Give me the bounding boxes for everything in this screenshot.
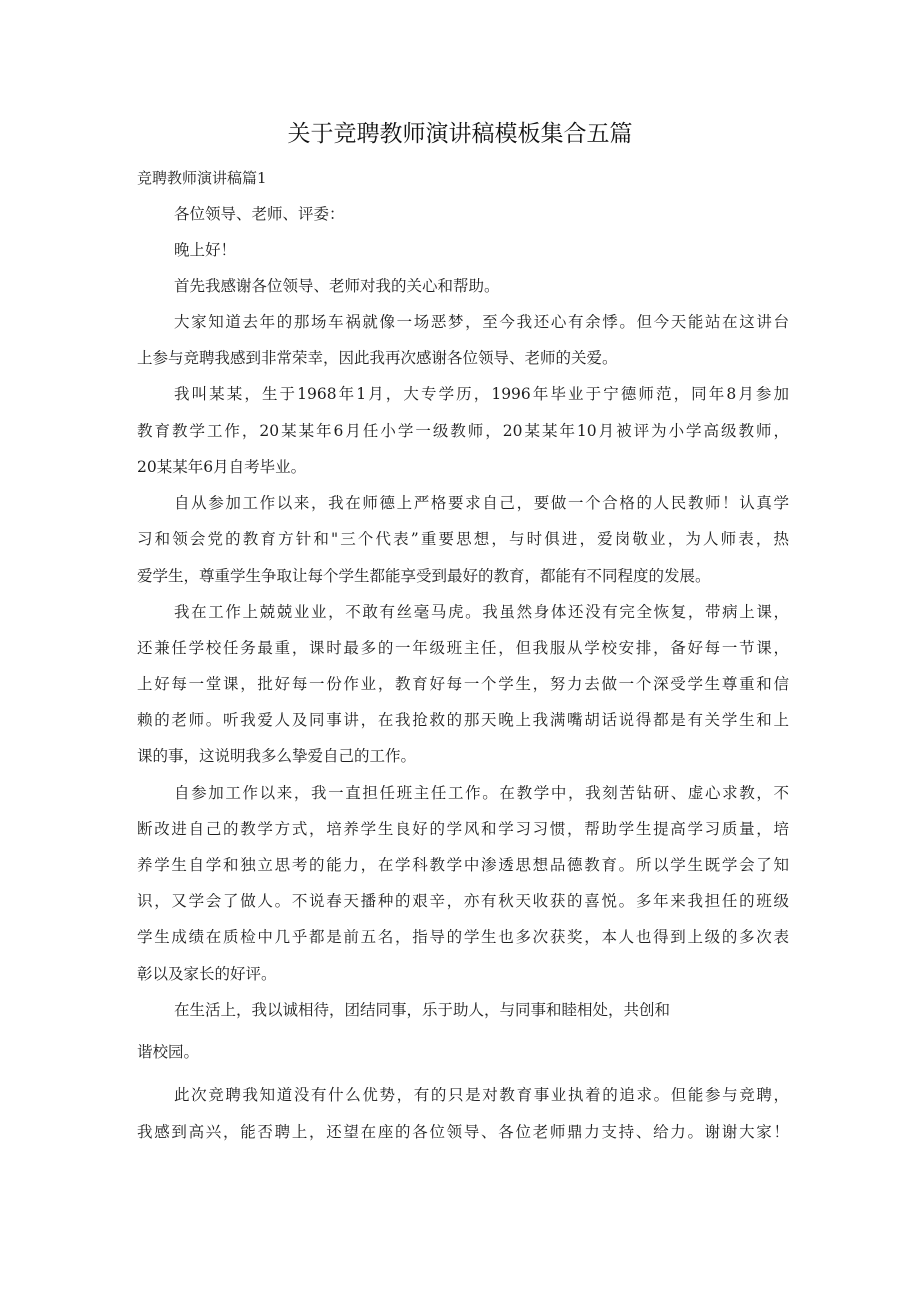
text-line: 识，又学会了做人。不说春天播种的艰辛，亦有秋天收获的喜悦。多年来我担任的班级 xyxy=(137,892,789,910)
text-line: 我感到高兴，能否聘上，还望在座的各位领导、各位老师鼎力支持、给力。谢谢大家！ xyxy=(137,1123,789,1141)
text-line: 教育教学工作，20某某年6月任小学一级教师，20某某年10月被评为小学高级教师， xyxy=(137,422,789,440)
text-line: 我叫某某，生于1968年1月，大专学历，1996年毕业于宁德师范，同年8月参加 xyxy=(174,385,789,403)
text-line: 自从参加工作以来，我在师德上严格要求自己，要做一个合格的人民教师！认真学 xyxy=(174,494,789,512)
text-line: 上参与竞聘我感到非常荣幸，因此我再次感谢各位领导、老师的关爱。 xyxy=(137,349,618,367)
section-heading: 竞聘教师演讲稿篇1 xyxy=(137,169,267,187)
text-line: 彰以及家长的好评。 xyxy=(137,965,277,983)
document-title: 关于竞聘教师演讲稿模板集合五篇 xyxy=(287,121,633,147)
text-line: 爱学生，尊重学生争取让每个学生都能享受到最好的教育，都能有不同程度的发展。 xyxy=(137,567,711,585)
text-line: 晚上好！ xyxy=(174,241,237,259)
text-line: 课的事，这说明我多么挚爱自己的工作。 xyxy=(137,747,417,765)
text-line: 断改进自己的教学方式，培养学生良好的学风和学习习惯，帮助学生提高学习质量，培 xyxy=(137,820,789,838)
text-line: 20某某年6月自考毕业。 xyxy=(137,458,307,476)
text-line: 首先我感谢各位领导、老师对我的关心和帮助。 xyxy=(174,277,500,295)
text-line: 各位领导、老师、评委： xyxy=(174,205,345,223)
text-line: 养学生自学和独立思考的能力，在学科教学中渗透思想品德教育。所以学生既学会了知 xyxy=(137,856,789,874)
text-line: 在生活上，我以诚相待，团结同事，乐于助人，与同事和睦相处，共创和 xyxy=(174,1001,671,1019)
text-line: 习和领会党的教育方针和"三个代表”重要思想，与时俱进，爱岗敬业，为人师表，热 xyxy=(137,530,789,548)
text-line: 学生成绩在质检中几乎都是前五名，指导的学生也多次获奖，本人也得到上级的多次表 xyxy=(137,928,789,946)
text-line: 还兼任学校任务最重，课时最多的一年级班主任，但我服从学校安排，备好每一节课， xyxy=(137,639,789,657)
text-line: 谐校园。 xyxy=(137,1043,200,1061)
text-line: 此次竞聘我知道没有什么优势，有的只是对教育事业执着的追求。但能参与竞聘， xyxy=(174,1086,789,1104)
text-line: 上好每一堂课，批好每一份作业，教育好每一个学生，努力去做一个深受学生尊重和信 xyxy=(137,675,789,693)
text-line: 大家知道去年的那场车祸就像一场恶梦，至今我还心有余悸。但今天能站在这讲台 xyxy=(174,313,789,331)
text-line: 我在工作上兢兢业业，不敢有丝毫马虎。我虽然身体还没有完全恢复，带病上课， xyxy=(174,603,789,621)
text-line: 自参加工作以来，我一直担任班主任工作。在教学中，我刻苦钻研、虚心求教，不 xyxy=(174,784,789,802)
text-line: 赖的老师。听我爱人及同事讲，在我抢救的那天晚上我满嘴胡话说得都是有关学生和上 xyxy=(137,711,789,729)
